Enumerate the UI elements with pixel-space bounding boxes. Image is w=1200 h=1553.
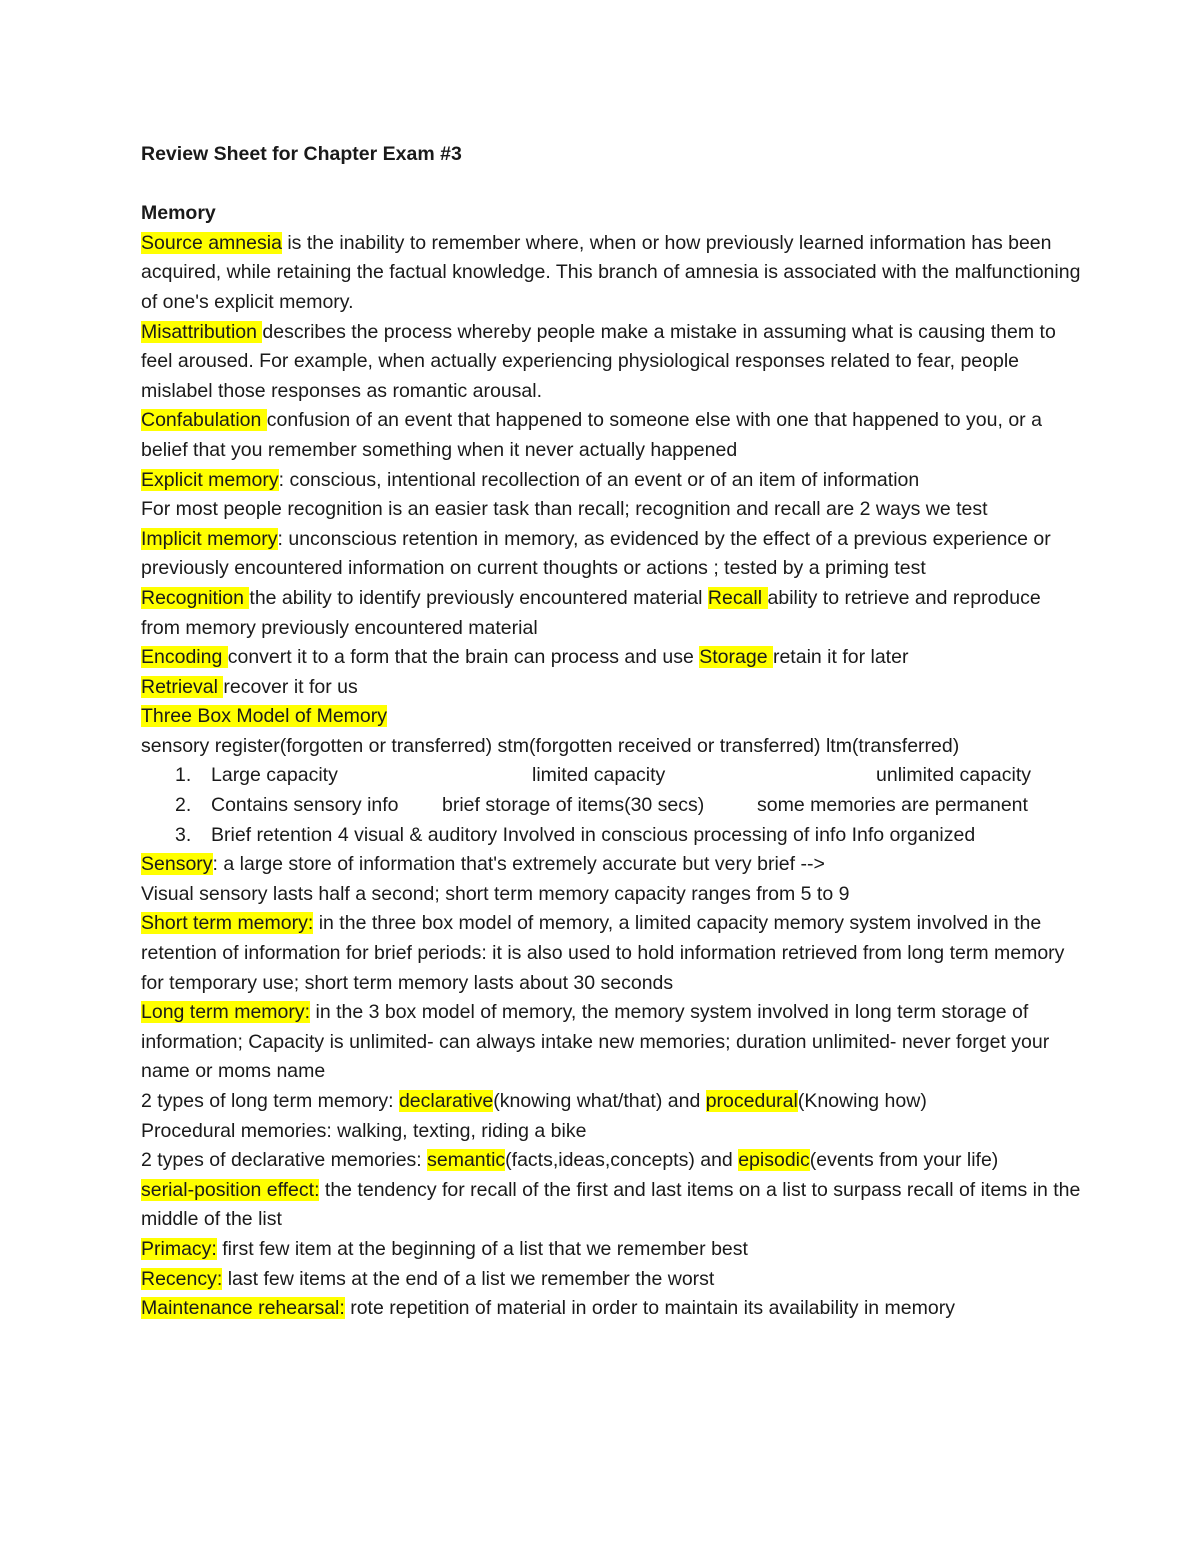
highlighted-term: Retrieval bbox=[141, 675, 224, 698]
list-item bbox=[141, 761, 1081, 791]
entry-explicit-memory bbox=[141, 466, 1081, 496]
entry-declarative-types bbox=[141, 1146, 1081, 1176]
entry-sensory bbox=[141, 850, 1081, 880]
visual-note: Visual sensory lasts half a second; short term memory capacity ranges from 5 to 9 bbox=[141, 882, 850, 905]
procedural-note: Procedural memories: walking, texting, riding a bike bbox=[141, 1119, 587, 1142]
definition-text: first few item at the beginning of a list that we remember best bbox=[216, 1237, 748, 1260]
sensory-register-line: sensory register(forgotten or transferred) stm(forgotten received or transferred) ltm(transferred) bbox=[141, 734, 960, 757]
list-number: 2. bbox=[175, 794, 192, 817]
text: (knowing what/that) and bbox=[493, 1090, 706, 1112]
recognition-note: For most people recognition is an easier task than recall; recognition and recall are 2 ways we test bbox=[141, 498, 988, 521]
highlighted-term: Short term memory: bbox=[141, 912, 314, 935]
definition-text: describes the process whereby people make a mistake in assuming what is causing them to feel aroused. For example, when actually experiencing physiological responses related to fear, people mislabel those responses as romantic arousal. bbox=[141, 320, 1056, 402]
definition-text: : a large store of information that's extremely accurate but very brief --> bbox=[212, 853, 825, 876]
definition-text: ability to retrieve and reproduce from memory previously encountered material bbox=[141, 586, 1041, 639]
highlighted-term: Recall bbox=[707, 586, 768, 609]
definition-text: in the 3 box model of memory, the memory system involved in long term storage of information; Capacity is unlimited- can always intake new memories; duration unlimited- never forget your name or moms name bbox=[141, 1001, 1050, 1083]
document-title: Review Sheet for Chapter Exam #3 bbox=[141, 143, 462, 165]
highlighted-term: Recognition bbox=[141, 586, 250, 609]
highlighted-term: Confabulation bbox=[141, 409, 267, 432]
definition-text: the ability to identify previously encountered material bbox=[249, 586, 708, 609]
highlighted-term: Maintenance rehearsal: bbox=[141, 1297, 345, 1320]
list-item bbox=[141, 821, 1081, 851]
highlighted-term: episodic bbox=[738, 1149, 810, 1172]
entry-encoding-storage bbox=[141, 643, 1081, 673]
highlighted-term: Source amnesia bbox=[141, 231, 282, 254]
highlighted-term: serial-position effect: bbox=[141, 1178, 320, 1201]
entry-retrieval bbox=[141, 673, 1081, 703]
definition-text: last few items at the end of a list we remember the worst bbox=[222, 1267, 715, 1290]
definition-text: confusion of an event that happened to someone else with one that happened to you, or a belief that you remember something when it never actually happened bbox=[141, 409, 1042, 461]
text: 2 types of long term memory: bbox=[141, 1090, 399, 1112]
text: 2 types of declarative memories: bbox=[141, 1149, 428, 1172]
highlighted-term: Implicit memory bbox=[141, 527, 278, 550]
list-text: Brief retention 4 visual & auditory Involved in conscious processing of info Info organized bbox=[211, 823, 976, 846]
list-col-sensory: Contains sensory info bbox=[211, 794, 399, 817]
highlighted-term: declarative bbox=[398, 1090, 494, 1112]
highlighted-term: procedural bbox=[705, 1090, 798, 1112]
list-col-sensory: Large capacity bbox=[211, 764, 338, 787]
document-page bbox=[141, 140, 1081, 1324]
definition-text: in the three box model of memory, a limited capacity memory system involved in the retention of information for brief periods: it is also used to hold information retrieved from long term memory for temporary use; short term memory lasts about 30 seconds bbox=[141, 912, 1065, 994]
entry-ltm-types bbox=[141, 1087, 1081, 1117]
entry-serial-position bbox=[141, 1176, 1081, 1235]
highlighted-term: Explicit memory bbox=[141, 468, 279, 491]
definition-text: the tendency for recall of the first and last items on a list to surpass recall of items in the middle of the list bbox=[141, 1178, 1081, 1231]
list-col-ltm: unlimited capacity bbox=[876, 764, 1031, 787]
entry-recognition-recall bbox=[141, 584, 1081, 643]
highlighted-term: Three Box Model of Memory bbox=[141, 705, 388, 728]
definition-text: : unconscious retention in memory, as evidenced by the effect of a previous experience or previously encountered information on current thoughts or actions ; tested by a priming test bbox=[141, 527, 1051, 580]
text: (events from your life) bbox=[809, 1149, 999, 1172]
text: (Knowing how) bbox=[797, 1090, 927, 1112]
highlighted-term: Long term memory: bbox=[141, 1001, 311, 1024]
three-box-list bbox=[141, 761, 1081, 850]
highlighted-term: Primacy: bbox=[141, 1237, 217, 1260]
entry-short-term-memory bbox=[141, 909, 1081, 998]
definition-text: retain it for later bbox=[772, 646, 909, 669]
list-col-ltm: some memories are permanent bbox=[757, 794, 1028, 817]
definition-text: : conscious, intentional recollection of an event or of an item of information bbox=[278, 468, 920, 491]
highlighted-term: Recency: bbox=[141, 1267, 223, 1290]
list-col-stm: limited capacity bbox=[532, 764, 666, 787]
definition-text: recover it for us bbox=[223, 675, 358, 698]
entry-long-term-memory bbox=[141, 998, 1081, 1087]
entry-source-amnesia bbox=[141, 229, 1081, 318]
entry-three-box-model bbox=[141, 702, 1081, 732]
highlighted-term: Encoding bbox=[141, 646, 228, 669]
entry-implicit-memory bbox=[141, 525, 1081, 584]
section-heading: Memory bbox=[141, 202, 216, 225]
entry-confabulation bbox=[141, 406, 1081, 465]
highlighted-term: Sensory bbox=[141, 853, 213, 876]
text: (facts,ideas,concepts) and bbox=[505, 1149, 739, 1172]
list-number: 3. bbox=[175, 823, 192, 846]
highlighted-term: Misattribution bbox=[141, 320, 263, 343]
list-col-stm: brief storage of items(30 secs) bbox=[442, 794, 705, 817]
list-item bbox=[141, 791, 1081, 821]
definition-text: is the inability to remember where, when or how previously learned information has been acquired, while retaining the factual knowledge. This branch of amnesia is associated with the malfunctioning of one's explicit memory. bbox=[141, 231, 1081, 313]
highlighted-term: semantic bbox=[427, 1149, 506, 1172]
definition-text: rote repetition of material in order to maintain its availability in memory bbox=[344, 1297, 955, 1320]
entry-maintenance-rehearsal bbox=[141, 1294, 1081, 1324]
entry-recency bbox=[141, 1265, 1081, 1295]
list-number: 1. bbox=[175, 764, 192, 787]
highlighted-term: Storage bbox=[699, 646, 773, 669]
entry-primacy bbox=[141, 1235, 1081, 1265]
definition-text: convert it to a form that the brain can process and use bbox=[227, 646, 700, 669]
entry-misattribution bbox=[141, 318, 1081, 407]
